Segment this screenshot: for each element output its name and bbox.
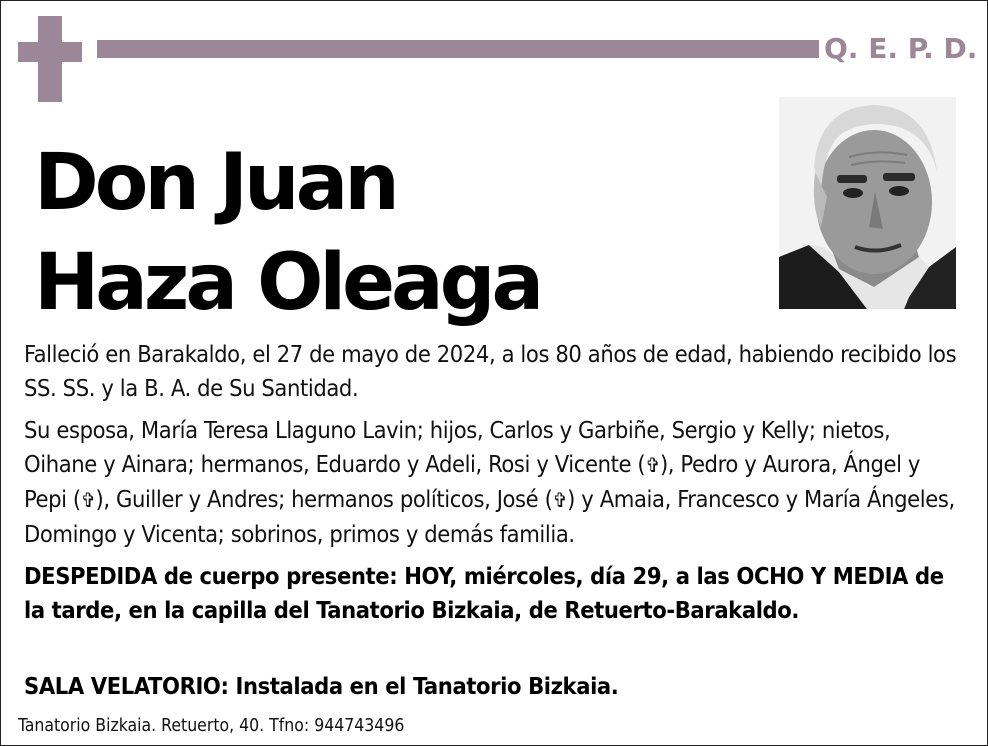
family-list: Su esposa, María Teresa Llaguno Lavin; hijos, Carlos y Garbiñe, Sergio y Kelly; nietos, Oihane y Ainara; hermanos, Eduardo y Adeli, Rosi y Vicente (✞), Pedro y Aurora, Ángel y Pepi (✞), Guiller y Andres; hermanos políticos, José (✞) y Amaia, Francesco y María Ángeles, Domingo y Vicenta; sobrinos, primos y demás familia. (24, 416, 955, 548)
death-announcement: Falleció en Barakaldo, el 27 de mayo de 2024, a los 80 años de edad, habiendo recibido los SS. SS. y la B. A. de Su Santidad. (24, 340, 957, 402)
name-line-1: Don Juan (34, 138, 396, 228)
farewell-details: DESPEDIDA de cuerpo presente: HOY, miércoles, día 29, a las OCHO Y MEDIA de la tarde, en la capilla del Tanatorio Bizkaia, de Retuerto-Barakaldo. (24, 562, 944, 624)
wake-room-details: SALA VELATORIO: Instalada en el Tanatorio Bizkaia. (24, 672, 619, 700)
cross-icon: ✞ (552, 488, 568, 512)
name-line-2: Haza Oleaga (34, 238, 541, 328)
header-bar (97, 40, 819, 58)
deceased-name (34, 133, 540, 333)
qepd-label: Q. E. P. D. (824, 32, 978, 65)
cross-icon: ✞ (645, 453, 660, 477)
portrait-photo (779, 97, 956, 309)
cross-icon: ✞ (80, 488, 96, 512)
funeral-home-footer: Tanatorio Bizkaia. Retuerto, 40. Tfno: 944743496 (18, 716, 405, 736)
